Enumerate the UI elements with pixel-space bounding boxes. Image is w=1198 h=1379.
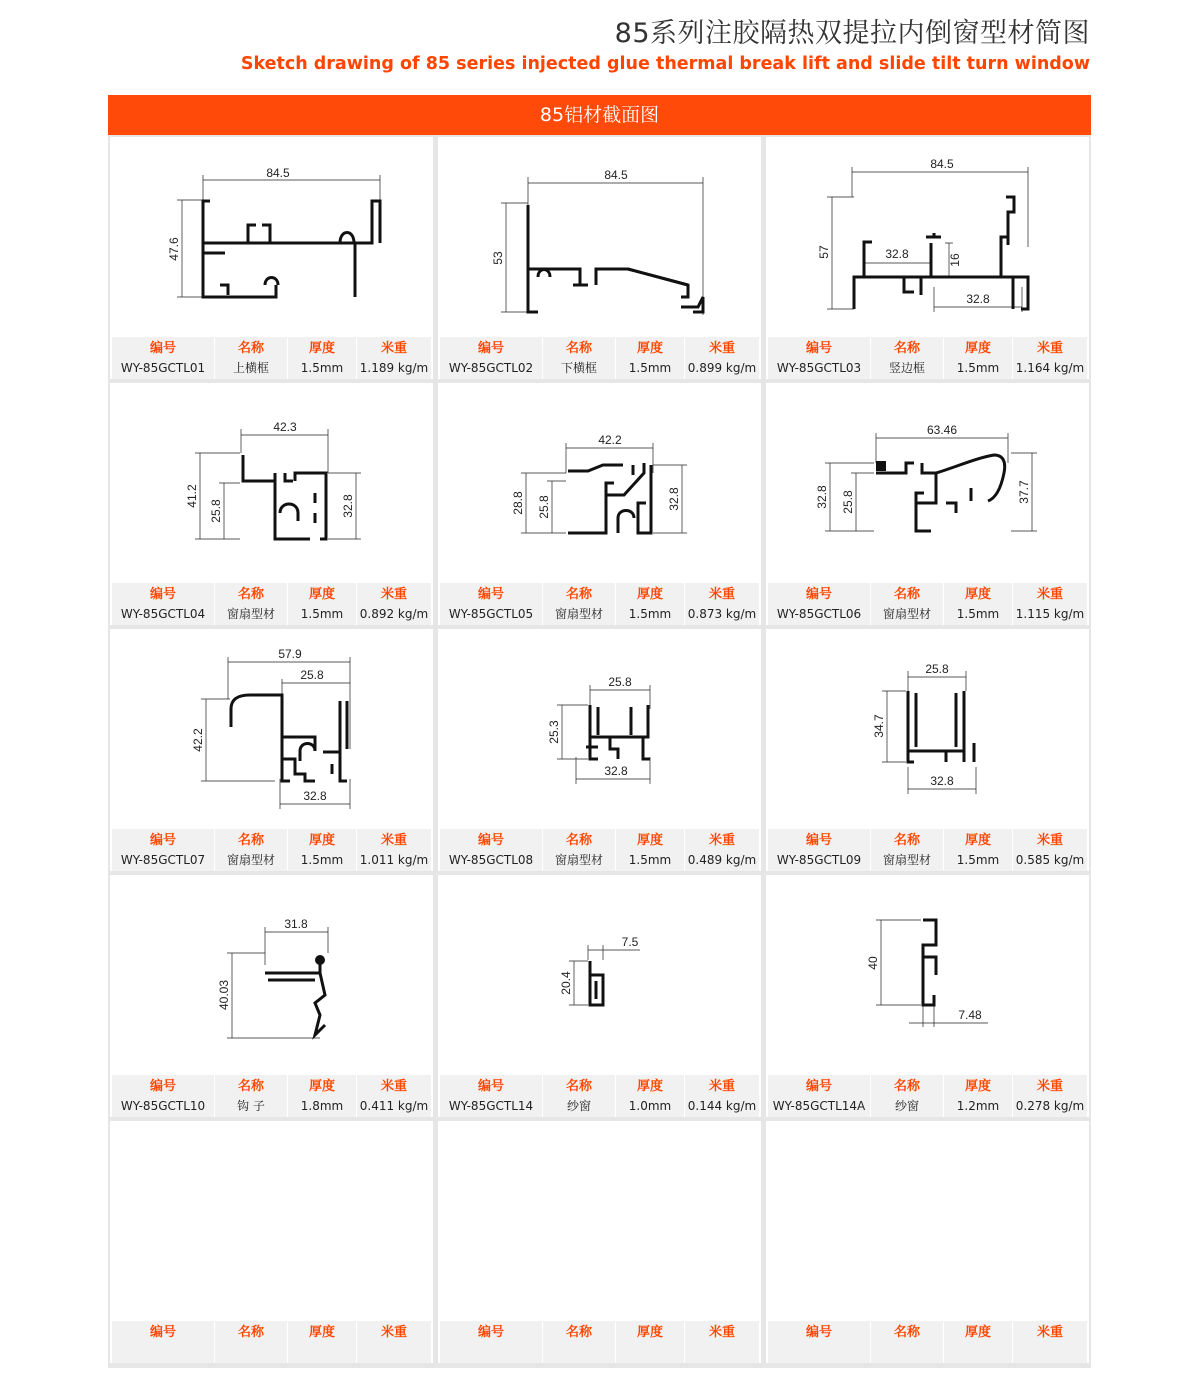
label-name: 名称	[893, 1325, 920, 1340]
value-thickness: 1.0mm	[628, 1099, 672, 1113]
dim-width: 84.5	[266, 166, 290, 180]
label-name: 名称	[237, 341, 264, 356]
dim-width: 7.5	[621, 935, 639, 949]
profile-drawing-07	[110, 629, 433, 829]
profile-card	[766, 629, 1089, 871]
label-thickness: 厚度	[964, 1325, 991, 1340]
value-weight: 0.873 kg/m	[687, 607, 757, 621]
value-name: 窗扇型材	[882, 853, 931, 867]
profile-card	[766, 137, 1089, 379]
label-weight: 米重	[708, 833, 735, 848]
label-code: 编号	[805, 833, 832, 848]
label-name: 名称	[565, 341, 592, 356]
label-code: 编号	[149, 341, 176, 356]
value-name: 纱窗	[894, 1099, 919, 1113]
label-thickness: 厚度	[964, 1079, 991, 1094]
dim-inner: 25.8	[209, 499, 223, 523]
label-code: 编号	[149, 1079, 176, 1094]
value-thickness: 1.5mm	[628, 607, 672, 621]
profile-card	[110, 383, 433, 625]
dim-right: 32.8	[667, 487, 681, 511]
value-name: 窗扇型材	[554, 853, 603, 867]
value-name: 下横框	[560, 361, 597, 375]
value-thickness: 1.5mm	[628, 361, 672, 375]
label-code: 编号	[805, 1079, 832, 1094]
label-name: 名称	[565, 587, 592, 602]
profile-drawing-12	[766, 875, 1089, 1075]
spec-row	[112, 583, 431, 625]
label-code: 编号	[805, 587, 832, 602]
label-name: 名称	[893, 341, 920, 356]
label-code: 编号	[477, 1325, 504, 1340]
value-thickness: 1.2mm	[956, 1099, 1000, 1113]
label-code: 编号	[477, 1079, 504, 1094]
value-thickness: 1.5mm	[300, 853, 344, 867]
value-name: 窗扇型材	[554, 607, 603, 621]
dim-width: 42.3	[273, 420, 297, 434]
profile-drawing-10	[110, 875, 433, 1075]
label-thickness: 厚度	[636, 833, 663, 848]
label-name: 名称	[893, 833, 920, 848]
dim-height: 28.8	[511, 491, 525, 515]
value-weight: 0.585 kg/m	[1015, 853, 1085, 867]
label-thickness: 厚度	[308, 833, 335, 848]
value-weight: 0.278 kg/m	[1015, 1099, 1085, 1113]
label-weight: 米重	[1036, 1079, 1063, 1094]
value-name: 纱窗	[566, 1099, 591, 1113]
label-code: 编号	[805, 341, 832, 356]
profile-card	[110, 875, 433, 1117]
profile-drawing-11	[438, 875, 761, 1075]
value-name: 上横框	[232, 361, 269, 375]
spec-row	[768, 829, 1087, 871]
label-thickness: 厚度	[636, 1325, 663, 1340]
dim-height: 57	[817, 245, 831, 259]
dim-height: 32.8	[815, 485, 829, 509]
value-code: WY-85GCTL02	[448, 361, 534, 375]
dim-width: 63.46	[926, 423, 958, 437]
value-weight: 0.892 kg/m	[359, 607, 429, 621]
value-weight: 1.115 kg/m	[1015, 607, 1085, 621]
spec-row	[112, 829, 431, 871]
dim-inner: 25.8	[537, 495, 551, 519]
value-name: 窗扇型材	[226, 853, 275, 867]
page-subtitle: Sketch drawing of 85 series injected glue thermal break lift and slide tilt turn window	[240, 54, 1090, 74]
profile-card	[438, 629, 761, 871]
dim-height: 25.3	[547, 720, 561, 744]
profile-card	[438, 137, 761, 379]
profile-drawing-01	[110, 137, 433, 337]
value-name: 钩 子	[237, 1099, 265, 1113]
label-name: 名称	[237, 833, 264, 848]
label-weight: 米重	[380, 587, 407, 602]
label-code: 编号	[477, 341, 504, 356]
dim-width: 25.8	[925, 662, 949, 676]
label-thickness: 厚度	[636, 341, 663, 356]
label-weight: 米重	[708, 1325, 735, 1340]
value-thickness: 1.5mm	[956, 607, 1000, 621]
value-code: WY-85GCTL05	[448, 607, 534, 621]
label-thickness: 厚度	[636, 587, 663, 602]
profile-drawing-02	[438, 137, 761, 337]
dim-height: 47.6	[167, 237, 181, 261]
value-thickness: 1.5mm	[956, 361, 1000, 375]
value-thickness: 1.5mm	[956, 853, 1000, 867]
profile-card	[110, 137, 433, 379]
dim-height: 34.7	[872, 714, 886, 738]
spec-row	[440, 829, 759, 871]
profile-drawing-04	[110, 383, 433, 583]
label-thickness: 厚度	[308, 341, 335, 356]
spec-row	[112, 337, 431, 379]
value-code: WY-85GCTL01	[120, 361, 206, 375]
label-thickness: 厚度	[308, 1325, 335, 1340]
label-name: 名称	[565, 833, 592, 848]
dim-bottom: 32.8	[966, 292, 990, 306]
label-code: 编号	[805, 1325, 832, 1340]
spec-row	[768, 337, 1087, 379]
label-weight: 米重	[1036, 341, 1063, 356]
dim-right: 37.7	[1017, 480, 1031, 504]
profile-grid	[108, 135, 1091, 1368]
label-name: 名称	[237, 1079, 264, 1094]
value-thickness: 1.5mm	[300, 361, 344, 375]
value-name: 窗扇型材	[882, 607, 931, 621]
label-code: 编号	[149, 833, 176, 848]
profile-card	[766, 875, 1089, 1117]
dim-height: 42.2	[191, 728, 205, 752]
profile-card	[438, 875, 761, 1117]
profile-card-empty	[766, 1121, 1089, 1363]
profile-drawing-09	[766, 629, 1089, 829]
dim-width: 31.8	[284, 917, 308, 931]
label-thickness: 厚度	[308, 1079, 335, 1094]
profile-card	[766, 383, 1089, 625]
spec-row	[768, 1075, 1087, 1117]
label-thickness: 厚度	[964, 341, 991, 356]
spec-row	[440, 1075, 759, 1117]
value-name: 窗扇型材	[226, 607, 275, 621]
label-weight: 米重	[380, 1325, 407, 1340]
dim-inner: 25.8	[841, 490, 855, 514]
label-code: 编号	[149, 587, 176, 602]
dim-small: 16	[948, 253, 962, 267]
value-weight: 0.899 kg/m	[687, 361, 757, 375]
label-name: 名称	[565, 1079, 592, 1094]
dim-height: 40	[866, 956, 880, 970]
label-code: 编号	[477, 833, 504, 848]
profile-drawing-05	[438, 383, 761, 583]
spec-row	[768, 1321, 1087, 1363]
spec-row	[440, 337, 759, 379]
dim-width: 7.48	[958, 1008, 982, 1022]
value-weight: 1.189 kg/m	[359, 361, 429, 375]
label-weight: 米重	[380, 833, 407, 848]
dim-width: 25.8	[608, 675, 632, 689]
dim-height: 41.2	[185, 484, 199, 508]
value-code: WY-85GCTL03	[776, 361, 862, 375]
value-code: WY-85GCTL09	[776, 853, 862, 867]
profile-card	[110, 629, 433, 871]
value-weight: 0.411 kg/m	[359, 1099, 429, 1113]
page-title: 85系列注胶隔热双提拉内倒窗型材简图	[614, 18, 1090, 49]
dim-bottom: 32.8	[930, 774, 954, 788]
dim-width: 84.5	[604, 168, 628, 182]
label-weight: 米重	[708, 587, 735, 602]
value-code: WY-85GCTL10	[120, 1099, 206, 1113]
value-weight: 1.011 kg/m	[359, 853, 429, 867]
page-header	[241, 14, 1090, 74]
label-weight: 米重	[708, 1079, 735, 1094]
value-thickness: 1.5mm	[300, 607, 344, 621]
value-weight: 0.144 kg/m	[687, 1099, 757, 1113]
label-thickness: 厚度	[964, 833, 991, 848]
value-code: WY-85GCTL14A	[772, 1099, 866, 1113]
dim-width: 57.9	[278, 647, 302, 661]
label-code: 编号	[149, 1325, 176, 1340]
profile-drawing-08	[438, 629, 761, 829]
spec-row	[112, 1321, 431, 1363]
label-weight: 米重	[380, 1079, 407, 1094]
spec-row	[440, 583, 759, 625]
profile-card-empty	[110, 1121, 433, 1363]
value-thickness: 1.8mm	[300, 1099, 344, 1113]
label-name: 名称	[237, 587, 264, 602]
value-code: WY-85GCTL07	[120, 853, 206, 867]
value-weight: 1.164 kg/m	[1015, 361, 1085, 375]
section-banner: 85铝材截面图	[108, 95, 1091, 135]
label-name: 名称	[893, 1079, 920, 1094]
label-weight: 米重	[380, 341, 407, 356]
spec-row	[112, 1075, 431, 1117]
label-thickness: 厚度	[308, 587, 335, 602]
value-code: WY-85GCTL04	[120, 607, 206, 621]
value-weight: 0.489 kg/m	[687, 853, 757, 867]
label-weight: 米重	[1036, 587, 1063, 602]
profile-drawing-06	[766, 383, 1089, 583]
dim-top-inner: 25.8	[300, 668, 324, 682]
value-code: WY-85GCTL14	[448, 1099, 534, 1113]
dim-height: 20.4	[559, 971, 573, 995]
dim-height: 53	[491, 251, 505, 265]
dim-right: 32.8	[341, 494, 355, 518]
dim-bottom: 32.8	[303, 789, 327, 803]
value-code: WY-85GCTL08	[448, 853, 534, 867]
dim-bottom: 32.8	[604, 764, 628, 778]
profile-card	[438, 383, 761, 625]
label-thickness: 厚度	[964, 587, 991, 602]
label-weight: 米重	[1036, 833, 1063, 848]
spec-row	[440, 1321, 759, 1363]
label-name: 名称	[237, 1325, 264, 1340]
value-name: 竖边框	[888, 361, 925, 375]
label-name: 名称	[893, 587, 920, 602]
value-thickness: 1.5mm	[628, 853, 672, 867]
profile-card-empty	[438, 1121, 761, 1363]
label-name: 名称	[565, 1325, 592, 1340]
dim-height: 40.03	[217, 979, 231, 1011]
label-thickness: 厚度	[636, 1079, 663, 1094]
dim-width: 84.5	[930, 157, 954, 171]
value-code: WY-85GCTL06	[776, 607, 862, 621]
label-weight: 米重	[1036, 1325, 1063, 1340]
label-weight: 米重	[708, 341, 735, 356]
profile-drawing-03	[766, 137, 1089, 337]
spec-row	[768, 583, 1087, 625]
label-code: 编号	[477, 587, 504, 602]
dim-inner: 32.8	[885, 247, 909, 261]
dim-width: 42.2	[598, 433, 622, 447]
